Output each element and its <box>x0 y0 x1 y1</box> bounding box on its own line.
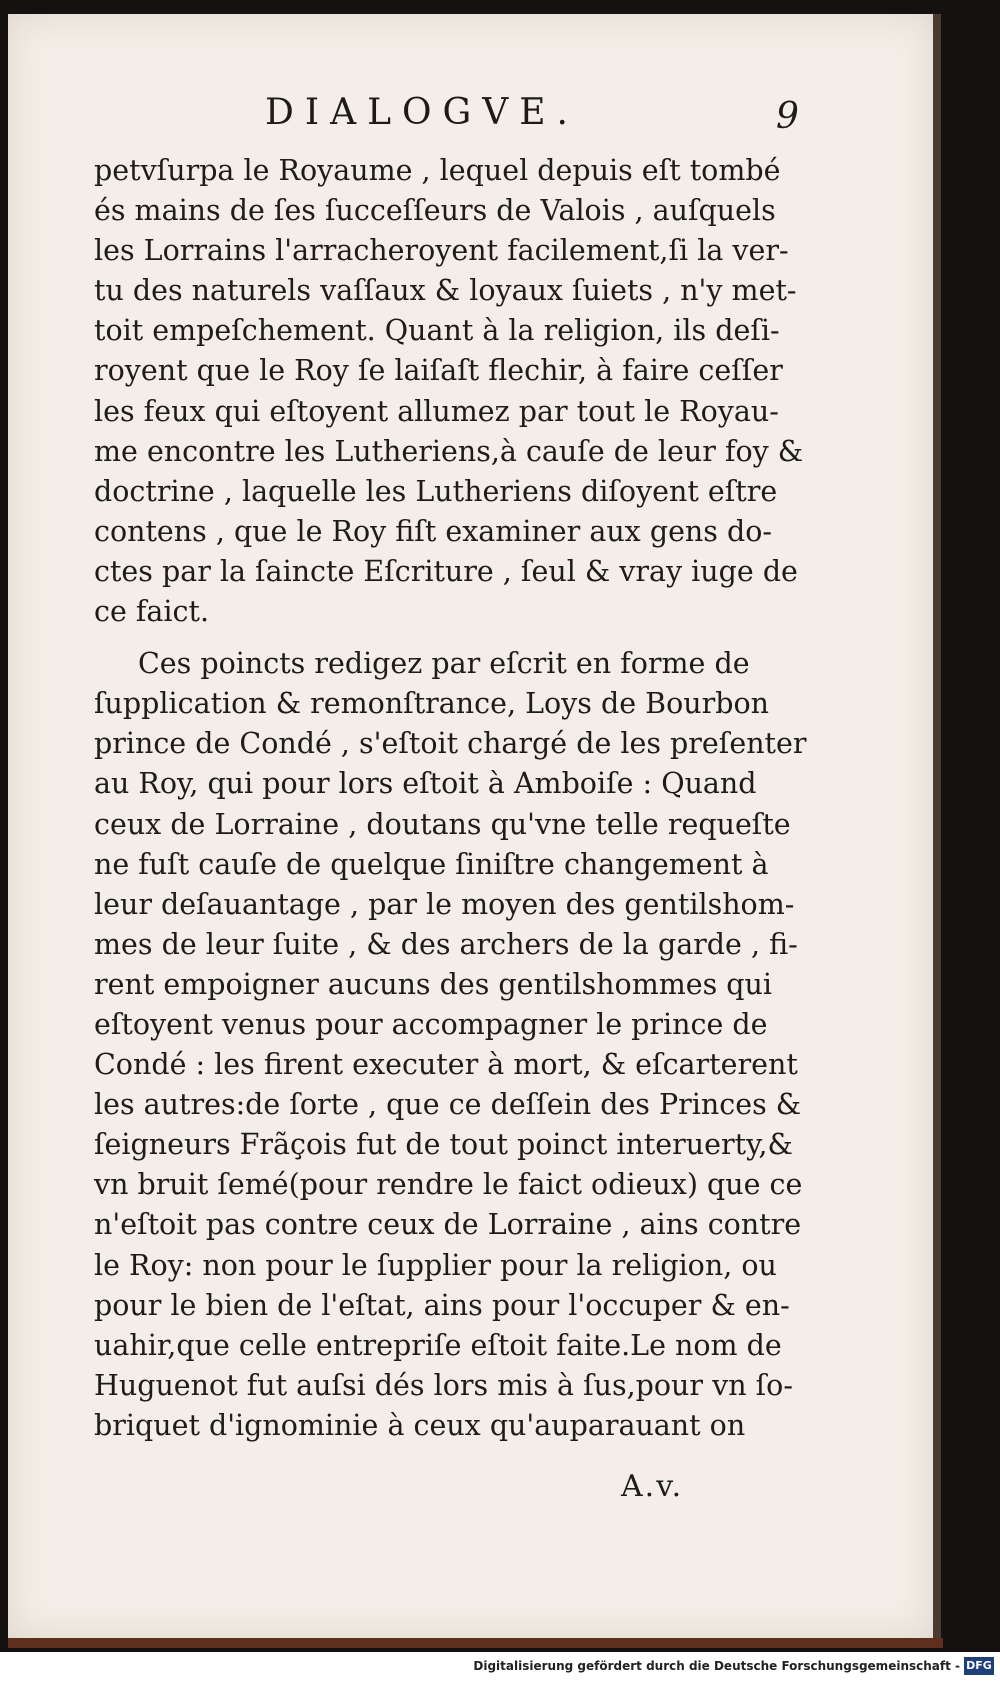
text-line: pour le bien de l'eſtat, ains pour l'occuper & en- <box>94 1288 790 1322</box>
digitization-footer <box>0 1652 1000 1681</box>
text-line: leur deſauantage , par le moyen des gentilshom- <box>94 887 795 921</box>
text-line: prince de Condé , s'eſtoit chargé de les preſenter <box>94 727 807 761</box>
text-line: uahir,que celle entrepriſe eſtoit faite.Le nom de <box>94 1328 782 1362</box>
text-line: royent que le Roy ſe laiſaſt flechir, à faire ceſſer <box>94 354 783 388</box>
text-line: ſeigneurs Frãçois fut de tout poinct interuerty,& <box>94 1128 793 1162</box>
text-line: Huguenot fut auſsi dés lors mis à ſus,pour vn ſo- <box>94 1368 793 1402</box>
signature-mark: A.v. <box>621 1469 684 1504</box>
text-line: contens , que le Roy fiſt examiner aux gens do- <box>94 514 773 548</box>
paragraph-start-line: Ces poincts redigez par eſcrit en forme de <box>138 647 750 681</box>
page-bottom-edge <box>8 1638 943 1648</box>
text-line: toit empeſchement. Quant à la religion, ils deſi- <box>94 314 780 348</box>
funding-credit: Digitalisierung gefördert durch die Deutsche Forschungsgemeinschaft - <box>473 1659 960 1673</box>
text-line: les Lorrains l'arracheroyent facilement,ſi la ver- <box>94 234 789 268</box>
text-line: briquet d'ignominie à ceux qu'auparauant on <box>94 1408 746 1442</box>
text-line: mes de leur ſuite , & des archers de la garde , fi- <box>94 927 798 961</box>
text-line: vn bruit ſemé(pour rendre le faict odieux) que ce <box>94 1168 803 1202</box>
text-line: n'eſtoit pas contre ceux de Lorraine , ains contre <box>94 1208 802 1242</box>
running-title: DIALOGVE. <box>265 92 579 133</box>
text-line: les autres:de ſorte , que ce deſſein des Princes & <box>94 1088 802 1122</box>
text-line: petvſurpa le Royaume , lequel depuis eſt tombé <box>94 154 781 187</box>
body-text <box>94 151 807 1446</box>
page-number: 9 <box>776 96 799 137</box>
text-line: ctes par la ſaincte Eſcriture , ſeul & vray iuge de <box>94 554 798 588</box>
text-line: le Roy: non pour le ſupplier pour la religion, ou <box>94 1248 777 1282</box>
running-head <box>8 92 933 152</box>
text-line: tu des naturels vaſſaux & loyaux ſuiets , n'y met- <box>94 274 797 308</box>
text-line: ceux de Lorraine , doutans qu'vne telle requeſte <box>94 807 791 841</box>
text-line: au Roy, qui pour lors eſtoit à Amboiſe : Quand <box>94 767 757 801</box>
text-line: doctrine , laquelle les Lutheriens diſoyent eſtre <box>94 474 778 508</box>
text-line: me encontre les Lutheriens,à cauſe de leur foy & <box>94 434 804 468</box>
text-line: és mains de ſes ſucceſſeurs de Valois , auſquels <box>94 194 776 228</box>
text-line: Condé : les firent executer à mort, & eſcarterent <box>94 1048 798 1082</box>
text-line: les feux qui eſtoyent allumez par tout le Royau- <box>94 394 779 428</box>
book-page <box>8 14 941 1638</box>
text-line: ſupplication & remonſtrance, Loys de Bourbon <box>94 687 769 721</box>
dfg-logo-icon: DFG <box>964 1657 994 1675</box>
text-line: ce faict. <box>94 595 210 629</box>
text-line: ne fuſt cauſe de quelque ſiniſtre changement à <box>94 847 769 881</box>
text-line: rent empoigner aucuns des gentilshommes qui <box>94 967 773 1001</box>
text-line: eſtoyent venus pour accompagner le prince de <box>94 1007 768 1041</box>
